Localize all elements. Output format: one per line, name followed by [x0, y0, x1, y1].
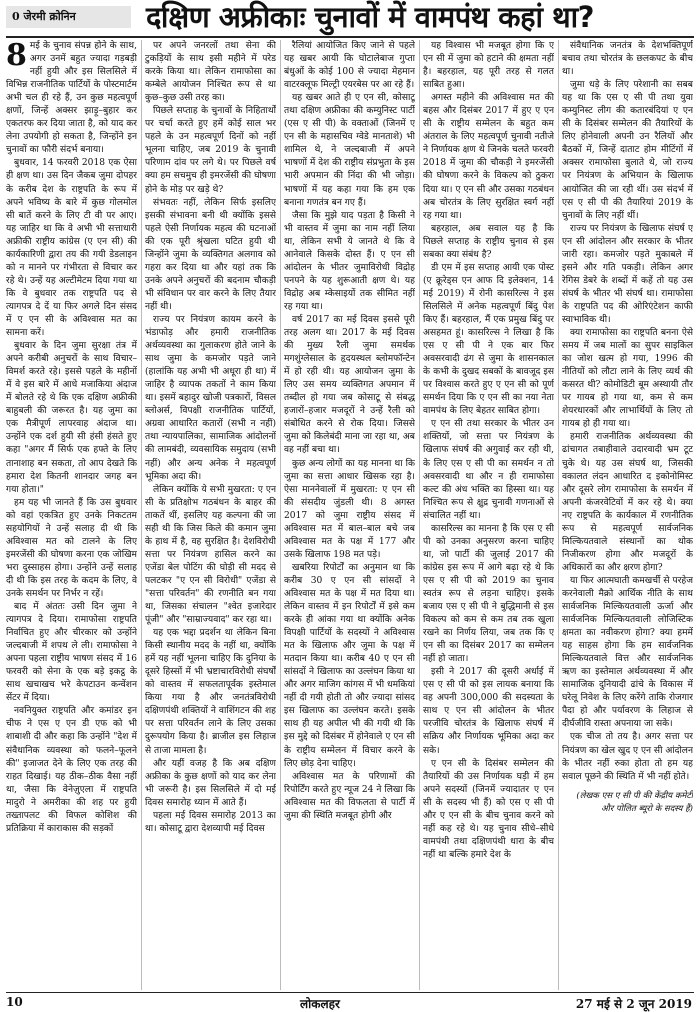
column-1-text	[6, 40, 137, 836]
paragraph: कुछ अन्य लोगों का यह मानना था कि जुमा का सत्ता आधार खिसक रहा है। ऐसा माननेवालों में मुखरता: ए एन सी की संसदीय जुंडली थी। 8 अगस्त 2017 को जुमा राष्ट्रीय संसद में अविश्वास मत में बाल–बाल बचे जब अविश्वास मत के पक्ष में 177 और उसके खिलाफ 198 मत पड़े।	[284, 458, 415, 560]
page-footer	[0, 992, 700, 1012]
paragraph: वर्ष 2017 का मई दिवस इससे पूरी तरह अलग था। 2017 के मई दिवस की मुख्य रैली जुमा समर्थक मगशुंग्लेसाल के हृदयस्थल ब्लोमफॉन्टेन में हो रही थी। यह आयोजन जुमा के लिए उस समय व्यक्तिगत अपमान में तब्दील हो गया जब कोसाटू से संबद्ध हजारों–हजार मजदूरों ने उन्हें रैली को संबोधित करने से रोक दिया। जिससे जुमा को किलेबंदी माना जा रहा था, अब वह नहीं बचा था।	[284, 314, 415, 456]
paragraph: जुमा धड़े के लिए परेशानी का सबब यह था कि एस ए सी पी तथा युवा कम्युनिस्ट लीग की कतारबंदियां ए एन सी के दिसंबर सम्मेलन की तैयारियों के लिए होनेवाली अपनी उन रैलियों और बैठकों में, जिन्हें दाताट होम मीटिंगों में अक्सर रामाफोसा बुलाते थे, जो राज्य पर नियंत्रण के अभियान के खिलाफ आयोजित की जा रही थीं। उस संदर्भ में एस ए सी पी की तैयारियां 2019 के चुनावों के लिए नहीं थीं।	[562, 80, 693, 221]
publication-name: लोकलहर	[300, 997, 340, 1011]
paragraph: राज्य पर नियंत्रण के खिलाफ संघर्ष ए एन सी आंदोलन और सरकार के भीतर जारी रहा। कमजोर पड़ते मुकाबले में इसने और गति पकड़ी। लेकिन अगर रेगिस डेबरे के शब्दों में कहें तो यह उस संघर्ष के भीतर भी संघर्ष था। रामाफोसा के राष्ट्रपति पद की ओरिएंटेशन काफी स्वाभाविक थी।	[562, 223, 693, 325]
header-rule	[6, 36, 694, 38]
paragraph: नवनियुक्त राष्ट्रपति और कमांडर इन चीफ ने एस ए एन डी एफ को भी शाबाशी दी और कहा कि उन्होंने "देश में संवैधानिक व्यवस्था को फलने–फूलने की" इजाजत देने के लिए एक तरह की राहत दिखाई। यह ठीक–ठीक वैसा नहीं था, जैसा कि वेनेज़ुएला में राष्ट्रपति मादुरो ने अमरीका की शह पर हुयी तख्तापलट की विफल कोशिश की प्रतिक्रिया में काराकास की सड़कों	[6, 706, 137, 834]
paragraph: यह एक भद्दा प्रदर्शन था लेकिन बिना किसी स्थानीय मदद के नहीं था, क्योंकि हमें यह नहीं भूलना चाहिए कि दुनिया के दूसरे हिस्सों में भी भ्रष्टाचारविरोधी संघर्षों को वास्तव में सफलतापूर्वक इस्तेमाल किया गया है और जनतंत्रविरोधी दक्षिणपंथी शक्तियों ने वाशिंगटन की शह पर सत्ता परिवर्तन लाने के लिए उसका दुरूपयोग किया है। ब्राजील इस लिहाज से ताजा मामला है।	[145, 628, 276, 756]
paragraph: और यहीं वजह है कि अब दक्षिण अफ्रीका के कुछ क्षणों को याद कर लेना भी जरूरी है। इस सिलसिले में दो मई दिवस समारोह ध्यान में आते हैं।	[145, 758, 276, 808]
paragraph: संवैधानिक जनतंत्र के देशभक्तिपूर्ण बचाव तथा चोरतंत्र के छलकपट के बीच था।	[562, 41, 693, 78]
column-2	[145, 40, 276, 990]
paragraph: मई के चुनाव संपन्न होने के साथ, अगर उनमें बहुत ज्यादा गड़बड़ी नहीं हुयी और इस सिलसिले में विभिन्न राजनीतिक पार्टियों के पोस्टमार्टम अभी चल ही रहे हैं, उन कुछ महत्वपूर्ण क्षणों, जिन्हें अक्सर झाड़ू–बुहार कर एकतरफ कर दिया जाता है, को याद कर लेना उपयोगी हो सकता है, जिन्होंने इन चुनावों का फौरी संदर्भ बनाया।	[6, 41, 137, 156]
author-byline: 0 जेरमी क्रोनिन	[6, 6, 131, 28]
paragraph: संभवतः नहीं, लेकिन सिर्फ इसलिए इसकी संभावना बनी थी क्योंकि इससे पहले ऐसी निर्णायक महत्व की घटनाओं की एक पूरी श्रृंखला घटित हुयी थी जिन्होंने जुमा के व्यक्तिगत अलगाव को गहरा कर दिया था और यहां तक कि उनके अपने अनुचरों की बदनाम चौकड़ी भी संविधान पर वार करने के लिए तैयार नहीं थी।	[145, 197, 276, 312]
paragraph: ए एन सी तथा सरकार के भीतर उन शक्तियों, जो सत्ता पर नियंत्रण के खिलाफ संघर्ष की अगुवाई कर रही थी, के लिए एस ए सी पी का समर्थन न तो अवसरवादी था और न ही रामाफोसा कल्ट की अंध भक्ति का हिस्सा था। यह निश्चित रूप से क्षुद्र चुनावी गणनाओं से संचालित नहीं था।	[423, 419, 554, 521]
footer-rule	[6, 992, 694, 993]
article-header	[6, 0, 694, 34]
paragraph: कासरिल्स का मानना है कि एस ए सी पी को उनका अनुसरण करना चाहिए था, जो पार्टी की जुलाई 2017 की कांग्रेस इस रूप में आगे बढ़ा रहे थे कि एस ए सी पी को 2019 का चुनाव स्वतंत्र रूप से लड़ना चाहिए। इसके बजाय एस ए सी पी ने बुद्धिमानी से इस विकल्प को कम से कम तब तक खुला रखने का निर्णय लिया, जब तक कि ए एन सी का दिसंबर 2017 का सम्मेलन नहीं हो जाता।	[423, 523, 554, 665]
column-5	[562, 40, 693, 990]
paragraph: ए एन सी के दिसंबर सम्मेलन की तैयारियों की उस निर्णायक घड़ी में हम अपने सदस्यों (जिनमें ज्यादातर ए एन सी के सदस्य भी हैं) को एस ए सी पी और ए एन सी के बीच चुनाव करने को नहीं कह रहे थे। यह चुनाव सीधे–सीधे वामपंथी तथा दक्षिणपंथी धारा के बीच नहीं था बल्कि हमारे देश के	[423, 758, 554, 860]
paragraph: यह विश्वास भी मजबूत होगा कि ए एन सी में जुमा को हटाने की क्षमता नहीं है। बहरहाल, यह पूरी तरह से गलत साबित हुआ।	[423, 41, 554, 91]
paragraph: हमारी राजनीतिक अर्थव्यवस्था की ढांचागत तबाहीवाले उदारवादी भ्रम टूट चुके थे। यह उस संघर्ष था, जिसकी वकालत लंदन आधारित द इकोनोमिस्ट और दूसरे लोग रामाफोसा के समर्थन में अपनी कंजरवेटिवों में कर रहे थे। क्या नए राष्ट्रपति के कार्यकाल में रणनीतिक रूप से महत्वपूर्ण सार्वजनिक मिल्कियतवाले संस्थानों का थोक निजीकरण होगा और मजदूरों के अधिकारों का और क्षरण होगा?	[562, 432, 693, 573]
column-1	[6, 40, 137, 990]
paragraph: पहला मई दिवस समारोह 2013 का था। कोसाटू द्वारा देशव्यापी मई दिवस	[145, 810, 276, 834]
column-4	[423, 40, 554, 990]
author-credit: (लेखक एस ए सी पी की केंद्रीय कमेटी और पोलित ब्यूरो के सदस्य हैं)	[576, 790, 693, 814]
paragraph: एक चीज तो तय है। अगर सत्ता पर नियंत्रण का खेल खुद ए एन सी आंदोलन के भीतर नहीं रुका होता तो हम यह सवाल पूछने की स्थिति में भी नहीं होते।	[562, 732, 693, 782]
column-divider	[419, 40, 420, 990]
paragraph: बुधवार, 14 फरवरी 2018 एक ऐसा ही क्षण था। उस दिन जैकब जुमा दोपहर के करीब देश के राष्ट्रपति के रूप में अपने भविष्य के बारे में कुछ गोलमोल सी बातें करने के लिए टी वी पर आए। यह जाहिर था कि वे अभी भी सत्ताधारी अफ्रीकी राष्ट्रीय कांग्रेस (ए एन सी) की कार्यकारिणी द्वारा तय की गयी डेडलाइन को न मानने पर गंभीरता से विचार कर रहे थे। उन्हें यह अल्टीमेटम दिया गया था कि वे बुधवार तक राष्ट्रपति पद से त्यागपत्र दे दें या फिर अगले दिन संसद में ए एन सी के अविश्वास मत का सामना करें।	[6, 158, 137, 339]
issue-date: 27 मई से 2 जून 2019	[575, 997, 692, 1011]
paragraph: लेकिन क्योंकि ये सभी मुखरता: ए एन सी के प्रतिक्षोभ गठबंधन के बाहर की ताकतें थीं, इसलिए यह कल्पना की जा सही थी कि जिस किले की कमान जुमा के हाथ में है, वह सुरक्षित है। देशविरोधी सत्ता पर नियंत्रण हासिल करने का एजेंडा बेल पोटिंग की घोड़ी सी मदद से पलटकर "ए एन सी विरोधी" एजेंडा से "सत्ता परिवर्तन" की रणनीति बन गया था, जिसका संचालन "श्वेत इजारेदार पूंजी" और "साम्राज्यवाद" कर रहा था।	[145, 484, 276, 626]
column-divider	[280, 40, 281, 990]
column-divider	[558, 40, 559, 990]
paragraph: डी एम में इस सप्ताह आयी एक पोस्ट (ए क्रूरेड्स एन आफ दि इलेक्शन, 14 मई 2019) में रोनी कासरिल्स ने इस सिलसिले में अनेक महत्वपूर्ण बिंदु पेश किए हैं। बहरहाल, मैं एक प्रमुख बिंदु पर असहमत हूं। कासरिल्स ने लिखा है कि एस ए सी पी ने एक बार फिर अवसरवादी ढंग से जुमा के शासनकाल के कभी के दुखद सबकों के बावजूद इस पर विश्वास करते हुए ए एन सी को पूर्ण समर्थन दिया कि ए एन सी का नया नेता वामपंथ के लिए बेहतर साबित होगा।	[423, 262, 554, 417]
paragraph: रैलियां आयोजित किए जाने से पहले यह खबर आयी कि घोटालेबाज गुप्ता बंधुओं के कोई 100 से ज्यादा मेहमान वाटरक्लूफ मिल्ट्री एयरबेस पर आ रहे हैं।	[284, 41, 415, 91]
paragraph: खबरिया रिपोर्टों का अनुमान था कि करीब 30 ए एन सी सांसदों ने अविश्वास मत के पक्ष में मत दिया था। लेकिन वास्तव में इन रिपोर्टों में इसे कम करके ही आंका गया था क्योंकि अनेक विपक्षी पार्टियों के सदस्यों ने अविश्वास मत के खिलाफ और जुमा के पक्ष में मतदान किया था। करीब 40 ए एन सी सांसदों ने खिलाफ का उल्लंघन किया था और अगर माजिग कांगस में भी धमकियां नहीं दी गयी होती तो और ज्यादा सांसद इस खिलाफ का उल्लंघन करते। इसके साथ ही यह अपील भी की गयी थी कि इस मुद्दे को दिसंबर में होनेवाले ए एन सी के राष्ट्रीय सम्मेलन में विचार करने के लिए छोड़ देना चाहिए।	[284, 562, 415, 769]
paragraph: राज्य पर नियंत्रण कायम करने के भंडाफोड़ और हमारी राजनीतिक अर्थव्यवस्था का गुलाकरण होते जाने के साथ जुमा के कमजोर पड़ते जाने (हालांकि यह अभी भी अधूरा ही था) में जाहिर है व्यापक तकतों ने काम किया था। इसमें बहादुर खोजी पत्रकारों, विसल ब्लोअर्स, विपक्षी राजनीतिक पार्टियों, अग्रवा आधारित कतारों (सभी न नहीं) तथा न्यायपालिका, सामाजिक आंदोलनों की लामबंदी, व्यवसायिक समुदाय (सभी नहीं) और अन्य अनेक ने महत्वपूर्ण भूमिका अदा की।	[145, 314, 276, 482]
paragraph: क्या रामाफोसा का राष्ट्रपति बनना ऐसे समय में जब मालों का सुपर साइकिल का जोश खत्म हो गया, 1996 की नीतियों को लौटा लाने के लिए व्यर्थ की कसरत थी? कोमोडिटी बूम अस्थायी तौर पर गायब हो गया था, कम से कम शेयरधारकों और लाभार्थियों के लिए तो गायब हो ही गया था।	[562, 328, 693, 430]
paragraph: बुधवार के दिन जुमा सुरक्षा तंत्र में अपने करीबी अनुचरों के साथ विचार–विमर्श करते रहे। इससे पहले के महीनों में वे इस बारे में आधे मजाकिया अंदाज में बोलते रहे थे कि एक दक्षिण अफ्रीकी बाहुबली की जरूरत है। यह जुमा का एक मैत्रीपूर्ण लापरवाह अंदाज था। उन्होंने एक दर्श हुयी सी हंसी हंसते हुए कहा "अगर मैं सिर्फ एक हफ्ते के लिए तानाशाह बन सकता, तो आप देखते कि हमारा देश कितनी शानदार जगह बन गया होता।"	[6, 341, 137, 495]
column-divider	[141, 40, 142, 990]
paragraph: हम यह भी जानते हैं कि उस बुधवार को वहां एकत्रित हुए उनके निकटतम सहयोगियों ने उन्हें सलाह दी थी कि अविश्वास मत को टालने के लिए इमरजेंसी की घोषणा करना एक जोखिम भरा दुस्साहस होगा। उन्होंने उन्हें सलाह दी थी कि इस तरह के कदम के लिए, वे उनके समर्थन पर निर्भर न रहें।	[6, 497, 137, 599]
paragraph: पर अपने जनरलों तथा सेना की टुकड़ियों के साथ इसी महीने में परेड करके किया था। लेकिन रामाफोसा का कम्बेले आयोजन निश्चित रूप से था कुछ–कुछ उसी तरह का।	[145, 41, 276, 104]
paragraph: यह खबर आते ही ए एन सी, कोसाटू तथा दक्षिण अफ्रीका की कम्युनिस्ट पार्टी (एस ए सी पी) के वक्ताओं (जिनमें ए एन सी के महासचिव ग्वेडे मानताशे) भी शामिल थे, ने जल्दबाजी में अपने भाषणों में देश की राष्ट्रीय संप्रभुता के इस भारी अपमान की निंदा की भी जोड़ा। भाषणों में यह कहा गया कि हम एक बनाना गणतंत्र बन गए हैं।	[284, 93, 415, 208]
paragraph: या फिर आत्मघाती कमखर्ची से परहेज करनेवाली मैक्रो आर्थिक नीति के साथ सार्वजनिक मिल्कियतवाली ऊर्जा और सार्वजनिक मिल्कियतवाली लोजिस्टिक क्षमता का नवीकरण होगा? क्या हममें यह साहस होगा कि हम सार्वजनिक मिल्कियतवाले वित्त और सार्वजनिक ऋण का इस्तेमाल अर्थव्यवस्था में और सामाजिक दुनियादी ढांचे के विकास में घरेलू निवेश के लिए करेंगे ताकि रोजगार पैदा हो और पर्यावरण के लिहाज से दीर्घजीवि रास्ता अपनाया जा सके।	[562, 575, 693, 730]
paragraph: बाद में अंततः उसी दिन जुमा ने त्यागपत्र दे दिया। रामाफोसा राष्ट्रपति निर्वाचित हुए और चीरकार को उन्होंने जल्दबाजी में शपथ ले ली। रामाफोसा ने अपना पहला राष्ट्रीय भाषण संसद में 16 फरवरी को सेना के एक बड़े इकट्ठ के साथ खचाखच भरे केपटाउन कन्वेंशन सेंटर में दिया।	[6, 602, 137, 704]
column-3	[284, 40, 415, 990]
paragraph: इसी ने 2017 की दूसरी अर्धाई में एस ए सी पी को इस लायक बनाया कि वह अपनी 300,000 की सदस्यता के साथ ए एन सी आंदोलन के भीतर परजीवि चोरतंत्र के खिलाफ संघर्ष में सक्रिय और निर्णायक भूमिका अदा कर सके।	[423, 667, 554, 756]
paragraph: अगस्त महीने की अविश्वास मत की बहस और दिसंबर 2017 में हुए ए एन सी के राष्ट्रीय सम्मेलन के बहुत कम अंतराल के लिए महत्वपूर्ण चुनावी नतीजे ने निर्णायक क्षण थे जिनके चलते फरवरी 2018 में जुमा की चौकड़ी ने इमरजेंसी की घोषणा करने के विकल्प को ठुकरा दिया था। ए एन सी और उसका गठबंधन अब चोरतंत्र के लिए सुरक्षित स्वर्ग नहीं रह गया था।	[423, 93, 554, 221]
drop-cap: 8	[6, 40, 27, 73]
headline: दक्षिण अफ्रीकाः चुनावों में वामपंथ कहां था?	[146, 0, 594, 34]
column-5-text	[562, 40, 693, 784]
paragraph: जैसा कि मुझे याद पड़ता है किसी ने भी वास्तव में जुमा का नाम नहीं लिया था, लेकिन सभी ये जानते थे कि वे आनेवाले किसके दोस्त हैं। ए एन सी आंदोलन के भीतर जुमाविरोधी विद्रोह पनपने के यह शुरूआती क्षण थे। यह विद्रोह अब म्केसाइयों तक सीमित नहीं रह गया था।	[284, 210, 415, 312]
paragraph: अविश्वास मत के परिणामों की रिपोर्टिंग करते हुए न्यूज 24 ने लिखा कि अविश्वास मत की विफलता से पार्टी में जुमा की स्थिति मजबूत होगी और	[284, 771, 415, 821]
article-body	[6, 40, 696, 990]
page-number: 10	[6, 995, 23, 1009]
paragraph: पिछले सप्ताह के चुनावों के निहितार्थों पर चर्चा करते हुए हमें कोई साल भर पहले के उन महत्वपूर्ण दिनों को नहीं भूलना चाहिए, जब 2019 के चुनावी परिणाम दांव पर लगे थे। पर पिछले वर्ष क्या हम सचमुच ही इमरजेंसी की घोषणा होने के मोड़ पर खड़े थे?	[145, 106, 276, 195]
paragraph: बहरहाल, अब सवाल यह है कि पिछले सप्ताह के राष्ट्रीय चुनाव से इस सबका क्या संबंध है?	[423, 223, 554, 260]
